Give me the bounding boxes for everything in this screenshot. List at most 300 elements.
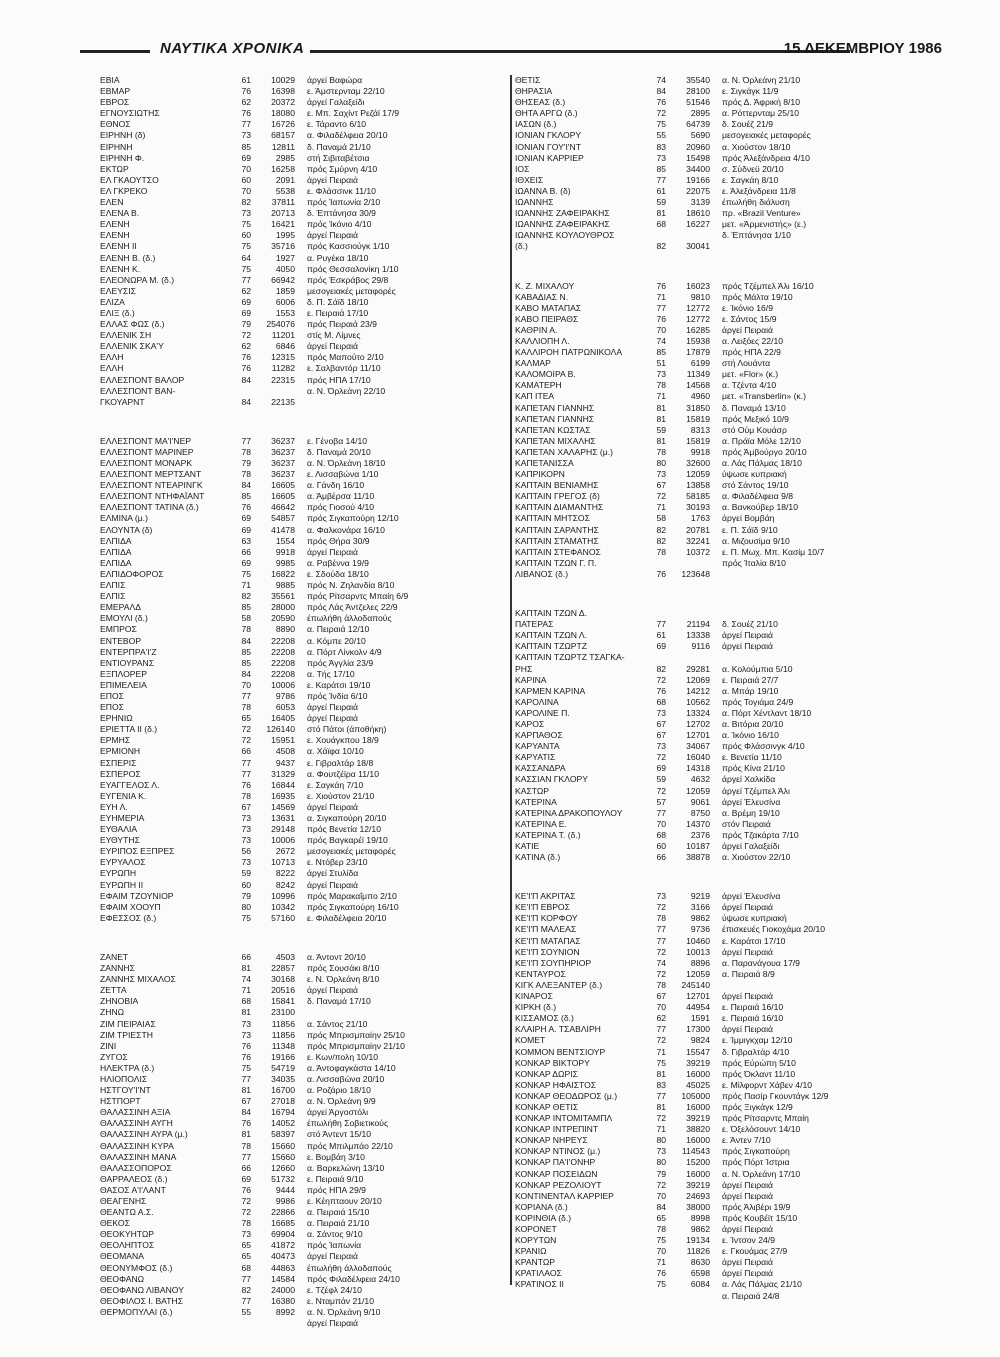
ship-row	[515, 1279, 915, 1290]
ship-name: ΕΙΡΗΝΗ	[100, 141, 133, 152]
position: α. Βιτόρια 20/10	[722, 718, 784, 729]
tonnage: 14569	[271, 801, 295, 812]
ship-row	[100, 397, 500, 408]
position: ε. Γένοβα 14/10	[307, 435, 368, 446]
tonnage: 24000	[271, 1284, 295, 1295]
ship-name: ΕΛΠΙΣ	[100, 591, 126, 602]
ship-name: ΚΑΠ ΙΤΕΑ	[515, 391, 555, 402]
ship-name: ΚΙΣΣΑΜΟΣ (δ.)	[515, 1013, 574, 1024]
tonnage: 13631	[271, 813, 295, 823]
ship-row	[100, 758, 500, 769]
build-year: 73	[241, 857, 251, 868]
ship-row	[515, 380, 915, 391]
build-year: 60	[656, 841, 666, 851]
ship-name: ΕΛΠΙΣ	[100, 580, 126, 591]
tonnage: 9736	[690, 924, 710, 935]
position: α. Πειραιά 8/9	[722, 968, 775, 979]
tonnage: 39219	[686, 1113, 710, 1124]
ship-name: ΖΗΝΩ	[100, 1007, 125, 1018]
tonnage: 21194	[686, 619, 710, 630]
tonnage: 16000	[686, 1101, 710, 1112]
build-year: 68	[241, 1262, 251, 1273]
build-year: 75	[241, 219, 251, 230]
ship-row	[100, 1141, 500, 1152]
position: δ. Παναμά 13/10	[722, 402, 786, 413]
position: μεσογειακές μεταφορές	[307, 846, 396, 857]
ship-row	[100, 569, 500, 580]
ship-row	[100, 1096, 500, 1107]
ship-row	[100, 119, 500, 130]
build-year: 73	[241, 130, 251, 141]
ship-row	[100, 868, 500, 879]
ship-row	[100, 1163, 500, 1174]
ship-name: ΚΟΡΙΑΝΑ (δ.)	[515, 1201, 568, 1212]
ship-row	[515, 97, 915, 108]
build-year: 79	[241, 458, 251, 468]
ship-name: ΘΕΑΝΤΩ Α.Σ.	[100, 1207, 154, 1218]
build-year: 65	[241, 713, 251, 724]
ship-name: ΘΑΛΑΣΣΙΝΗ ΚΥΡΑ	[100, 1140, 174, 1151]
ship-name: ΙΟΝΙΑΝ ΚΑΡΡΙΕΡ	[515, 152, 584, 163]
tonnage: 30193	[686, 502, 710, 513]
tonnage: 68157	[271, 130, 295, 141]
build-year: 82	[241, 197, 251, 208]
build-year: 69	[241, 513, 251, 524]
build-year: 73	[241, 208, 251, 219]
ship-name: ΚΑΠΤΑΙΝ ΣΑΡΑΝΤΗΣ	[515, 524, 599, 535]
ship-name: ΖΙΜ ΠΕΙΡΑΙΑΣ	[100, 1018, 156, 1029]
build-year: 75	[241, 568, 251, 579]
tonnage: 10006	[271, 835, 295, 846]
position: α. Ρυγέκα 18/10	[307, 252, 369, 263]
ship-row	[100, 1041, 500, 1052]
ship-name: ΙΩΑΝΝΑ Β. (δ)	[515, 185, 571, 196]
build-year: 51	[656, 358, 666, 369]
tonnage: 35540	[686, 75, 710, 85]
build-year: 81	[656, 413, 666, 424]
ship-name: ΚΑΠΤΑΙΝ ΤΖΩΝ Γ. Π.	[515, 557, 597, 568]
ship-row	[515, 630, 915, 641]
ship-name: ΕΛΛΕΣΠΟΝΤ ΒΑΝ-	[100, 385, 176, 396]
ship-name: ΕΛ ΓΚΡΕΚΟ	[100, 185, 148, 196]
build-year: 76	[241, 86, 251, 97]
ship-row	[515, 153, 915, 164]
tonnage: 16822	[271, 568, 295, 579]
position: πρ. «Brazil Venture»	[722, 208, 801, 219]
header-rule-middle	[310, 50, 850, 53]
ship-name: ΕΛΕΝΗ Κ.	[100, 263, 141, 274]
tonnage: 16227	[686, 219, 710, 230]
build-year: 77	[241, 1073, 251, 1084]
ship-list-block	[515, 281, 915, 581]
tonnage: 22208	[271, 668, 295, 679]
build-year: 69	[656, 763, 666, 774]
tonnage: 51732	[271, 1173, 295, 1184]
ship-name: ΕΛΕΥΣΙΣ	[100, 285, 136, 296]
tonnage: 10029	[271, 75, 295, 85]
position: α. Σάντος 9/10	[307, 1229, 363, 1240]
tonnage: 105000	[681, 1090, 710, 1101]
ship-name: ΚΟΜΜΟΝ ΒΕΝΤΣΙΟΥΡ	[515, 1046, 606, 1057]
ship-row	[100, 1285, 500, 1296]
ship-name: ΚΑΤΕΡΙΝΑ Ε.	[515, 818, 567, 829]
tonnage: 15938	[686, 335, 710, 346]
build-year: 58	[241, 613, 251, 624]
build-year: 72	[241, 735, 251, 746]
position: ε. Π. Μωχ. Μπ. Κασίμ 10/7	[722, 546, 825, 557]
build-year: 60	[241, 174, 251, 185]
build-year: 73	[241, 835, 251, 846]
position: α. Παρανάγουα 17/9	[722, 957, 800, 968]
tonnage: 5538	[275, 185, 295, 196]
ship-row	[515, 558, 915, 569]
ship-name: ΚΑΠΕΤΑΝ ΓΙΑΝΝΗΣ	[515, 402, 595, 413]
ship-name: ΚΑΡΟΛΙΝΑ	[515, 696, 559, 707]
build-year: 69	[656, 641, 666, 652]
build-year: 71	[241, 985, 251, 996]
tonnage: 22857	[271, 963, 295, 974]
right-column	[515, 75, 915, 1330]
ship-row	[515, 108, 915, 119]
ship-name: ΕΛΛΕΣΠΟΝΤ ΜΟΝΑΡΚ	[100, 458, 193, 468]
position: ε. Τάραντο 6/10	[307, 119, 367, 130]
ship-name: ΘΕΟΦΑΝΩ ΛΙΒΑΝΟΥ	[100, 1284, 184, 1295]
tonnage: 31329	[271, 768, 295, 779]
ship-name: ΚΟΡΟΝΕΤ	[515, 1224, 557, 1234]
ship-name: ΙΩΑΝΝΗΣ	[515, 197, 554, 208]
ship-name: ΚΑΣΣΑΝΔΡΑ	[515, 763, 566, 774]
ship-name: ΖΑΝΝΗΣ	[100, 963, 135, 974]
ship-row	[515, 619, 915, 630]
ship-row	[515, 1002, 915, 1013]
position: ύψωσε κυπριακή	[722, 469, 787, 480]
position: α. Λισσαβώνα 20/10	[307, 1073, 385, 1084]
ship-name: Κ. Ζ. ΜΙΧΑΛΟΥ	[515, 280, 575, 291]
ship-name: ΗΛΙΟΠΟΛΙΣ	[100, 1073, 148, 1084]
ship-row	[515, 1224, 915, 1235]
build-year: 73	[241, 1018, 251, 1029]
build-year: 72	[241, 1207, 251, 1218]
ship-name: ΚΑΡΟΛΙΝΕ Π.	[515, 707, 570, 718]
position: στό Ούμ Κουάσρ	[722, 424, 787, 435]
build-year: 79	[241, 890, 251, 901]
build-year: 77	[656, 619, 666, 630]
ship-row	[100, 735, 500, 746]
ship-name: ΚΟΝΤΙΝΕΝΤΑΛ ΚΑΡΡΙΕΡ	[515, 1190, 614, 1201]
build-year: 67	[241, 801, 251, 812]
ship-row	[100, 769, 500, 780]
tonnage: 19166	[271, 1051, 295, 1062]
ship-row	[100, 286, 500, 297]
ship-name: ΕΛ ΓΚΑΟΥΤΣΟ	[100, 174, 159, 185]
ship-name: ΘΗΡΑΣΙΑ	[515, 86, 553, 97]
position: ε. Όξελόσουντ 14/10	[722, 1124, 801, 1135]
ship-row	[515, 1202, 915, 1213]
ship-name: ΚΙΓΚ ΑΛΕΞΑΝΤΕΡ (δ.)	[515, 979, 603, 990]
tonnage: 1591	[690, 1013, 710, 1024]
tonnage: 8242	[275, 879, 295, 890]
build-year: 65	[241, 1251, 251, 1262]
build-year: 85	[241, 657, 251, 668]
build-year: 82	[241, 591, 251, 602]
build-year: 76	[241, 352, 251, 363]
ship-name: ΚΑΠΤΑΙΝ ΜΗΤΣΟΣ	[515, 513, 590, 524]
tonnage: 16421	[271, 219, 295, 230]
ship-row	[515, 1035, 915, 1046]
position: άργεί Πειραιά	[307, 985, 358, 996]
build-year: 77	[241, 274, 251, 285]
tonnage: 6598	[690, 1268, 710, 1279]
ship-name: ΚΑΠΡΙΚΟΡΝ	[515, 469, 565, 480]
build-year: 55	[656, 130, 666, 141]
tonnage: 8992	[275, 1306, 295, 1317]
ship-row	[100, 130, 500, 141]
position: δ. Έπτάνησα 1/10	[722, 230, 791, 241]
build-year	[650, 558, 666, 569]
build-year: 76	[241, 1051, 251, 1062]
position	[718, 980, 902, 991]
ship-row	[515, 119, 915, 130]
position: ε. Νταμπάν 21/10	[307, 1295, 374, 1306]
position: άργεί Πειραιά	[722, 1257, 773, 1268]
position: α. Πόρτ Χέντλαντ 18/10	[722, 707, 812, 718]
position: πρός Άλιβέρι 19/9	[722, 1201, 791, 1212]
tonnage: 39219	[686, 1179, 710, 1190]
ship-row	[515, 292, 915, 303]
tonnage: 38878	[686, 852, 710, 863]
build-year: 84	[241, 396, 251, 407]
ship-row	[100, 513, 500, 524]
ship-name: ΘΕΟΚΥΗΤΩΡ	[100, 1229, 155, 1240]
ship-name: ΘΕΟΝΥΜΦΟΣ (δ.)	[100, 1262, 173, 1273]
position: πρός Μπιλμπάο 22/10	[307, 1140, 393, 1151]
ship-row	[515, 1268, 915, 1279]
tonnage: 20372	[271, 97, 295, 108]
tonnage: 2672	[275, 846, 295, 857]
tonnage: 34067	[686, 741, 710, 752]
ship-row	[515, 830, 915, 841]
position: άργεί Πειραιά	[722, 1024, 773, 1035]
ship-name: ΗΣΤΠΟΡΤ	[100, 1096, 141, 1107]
ship-name: ΕΛΙΖΑ	[100, 296, 125, 307]
tonnage: 10342	[271, 901, 295, 912]
build-year: 78	[241, 1218, 251, 1229]
ship-row	[100, 891, 500, 902]
build-year: 66	[241, 951, 251, 962]
tonnage: 8630	[690, 1257, 710, 1268]
ship-name: ΚΑΣΤΩΡ	[515, 785, 550, 796]
ship-row	[100, 1052, 500, 1063]
tonnage: 1763	[690, 513, 710, 524]
position: πρός Σιγκαπούρη 16/10	[307, 901, 399, 912]
position: ε. Γκουάμας 27/9	[722, 1246, 788, 1257]
position: ε. Σαγκάη 8/10	[722, 174, 779, 185]
ship-name: ΘΑΡΡΑΛΕΟΣ (δ.)	[100, 1173, 168, 1184]
build-year: 75	[656, 1279, 666, 1290]
ship-name: ΚΟΝΚΑΡ ΘΕΤΙΣ	[515, 1101, 579, 1112]
build-year: 77	[241, 1151, 251, 1162]
position: πρός Τογιάμα 24/9	[722, 696, 794, 707]
ship-name: ΚΕ'Ι'Π ΑΚΡΙΤΑΣ	[515, 891, 576, 902]
ship-row	[100, 1296, 500, 1307]
build-year: 72	[656, 946, 666, 957]
position: α. Πειραιά 12/10	[307, 624, 370, 635]
tonnage: 4960	[690, 391, 710, 402]
ship-row	[515, 447, 915, 458]
position: πρός Φλάσσινγκ 4/10	[722, 741, 805, 752]
ship-row	[100, 502, 500, 513]
tonnage: 11282	[271, 363, 295, 374]
tonnage: 69904	[271, 1229, 295, 1240]
build-year: 68	[656, 829, 666, 840]
build-year: 75	[656, 1235, 666, 1246]
build-year: 72	[656, 491, 666, 502]
ship-name: ΕΥΑΓΓΕΛΟΣ Λ.	[100, 779, 160, 790]
build-year: 77	[241, 768, 251, 779]
position: πρός Λάς Άντζελες 22/9	[307, 602, 398, 613]
ship-name: ΕΛΟΥΝΤΑ (δ)	[100, 524, 153, 535]
ship-name: ΕΒΙΑ	[100, 75, 120, 85]
ship-name: ΚΑΠΕΤΑΝΙΣΣΑ	[515, 458, 574, 468]
ship-name: ΙΟΣ	[515, 163, 530, 174]
ship-row	[515, 197, 915, 208]
ship-list-block	[515, 608, 915, 863]
position: ε. Καράτσι 17/10	[722, 935, 786, 946]
build-year	[650, 652, 666, 663]
build-year	[235, 1318, 251, 1329]
build-year: 55	[241, 1306, 251, 1317]
ship-name: ΘΑΛΑΣΣΙΝΗ ΜΑΝΑ	[100, 1151, 177, 1162]
tonnage: 14568	[686, 380, 710, 391]
tonnage: 13324	[686, 707, 710, 718]
tonnage: 11856	[271, 1018, 295, 1029]
position: πρός Σιγκαπούρη 12/10	[307, 513, 399, 524]
ship-row	[515, 241, 915, 252]
ship-row	[515, 525, 915, 536]
tonnage: 4050	[275, 263, 295, 274]
position: άργεί Πειραιά	[722, 991, 773, 1002]
tonnage: 18080	[271, 108, 295, 119]
build-year: 73	[656, 891, 666, 902]
build-year: 78	[656, 446, 666, 457]
position: πρός Φιλαδέλφεια 24/10	[307, 1273, 400, 1284]
build-year: 59	[656, 197, 666, 208]
position: άργεί Έλευσίνα	[722, 796, 781, 807]
build-year: 84	[241, 374, 251, 385]
ship-row	[100, 319, 500, 330]
ship-row	[515, 436, 915, 447]
build-year	[235, 386, 251, 397]
ship-name: ΚΑΒΟ ΜΑΤΑΠΑΣ	[515, 302, 582, 313]
ship-name: ΙΩΑΝΝΗΣ ΚΟΥΛΟΥΘΡΟΣ	[515, 230, 615, 241]
ship-row	[515, 936, 915, 947]
tonnage: 9862	[690, 913, 710, 924]
build-year: 72	[656, 674, 666, 685]
build-year: 85	[241, 491, 251, 502]
tonnage: 28000	[271, 602, 295, 613]
tonnage: 126140	[266, 724, 295, 735]
position: ε. Λισσαβώνα 1/10	[307, 469, 379, 480]
position: δ. Παναμά 20/10	[307, 446, 371, 457]
ship-row	[515, 980, 915, 991]
tonnage: 1859	[275, 285, 295, 296]
ship-row	[100, 669, 500, 680]
position	[718, 241, 902, 252]
tonnage: 9444	[275, 1184, 295, 1195]
build-year: 78	[241, 702, 251, 713]
ship-row	[515, 358, 915, 369]
ship-row	[515, 808, 915, 819]
ship-name: ΕΣΠΕΡΟΣ	[100, 768, 141, 779]
tonnage: 9061	[690, 796, 710, 807]
position: ε. Άμστερνταμ 22/10	[307, 86, 385, 97]
position: α. Πόρτ Λίνκολν 4/9	[307, 646, 382, 657]
ship-row	[515, 414, 915, 425]
ship-row	[515, 969, 915, 980]
tonnage: 36237	[271, 458, 295, 468]
build-year: 77	[656, 935, 666, 946]
position: ε. Βομβάη 3/10	[307, 1151, 365, 1162]
tonnage: 35716	[271, 241, 295, 252]
ship-row	[515, 1191, 915, 1202]
ship-name: ΕΛΠΙΔΑ	[100, 535, 132, 546]
position: πρός Εύρώπη 5/10	[722, 1057, 796, 1068]
build-year: 81	[656, 402, 666, 413]
ship-name: ΚΛΑΙΡΗ Α. ΤΣΑΒΛΙΡΗ	[515, 1024, 601, 1035]
ship-row	[100, 536, 500, 547]
position	[718, 569, 902, 580]
ship-row	[100, 974, 500, 985]
build-year: 68	[656, 219, 666, 230]
ship-row	[515, 469, 915, 480]
position: πρός Άγγλία 23/9	[307, 657, 374, 668]
tonnage: 2376	[690, 829, 710, 840]
position: πρός Γιοσού 4/10	[307, 502, 375, 513]
tonnage: 22866	[271, 1207, 295, 1218]
ship-row	[515, 686, 915, 697]
tonnage: 10996	[271, 890, 295, 901]
position: α. Λάς Πάλμας 21/10	[722, 1279, 802, 1290]
ship-row	[515, 652, 915, 663]
build-year: 67	[656, 991, 666, 1002]
build-year: 83	[656, 141, 666, 152]
ship-name: ΚΟΝΚΑΡ ΙΝΤΟΜΙΤΑΜΠΛ	[515, 1113, 613, 1124]
tonnage: 1995	[275, 230, 295, 241]
ship-name: ΘΕΚΟΣ	[100, 1218, 130, 1229]
ship-name: ΚΟΝΚΑΡ ΙΝΤΡΕΠΙΝΤ	[515, 1124, 599, 1135]
tonnage: 12059	[686, 968, 710, 979]
build-year: 81	[241, 963, 251, 974]
ship-row	[100, 1063, 500, 1074]
build-year: 76	[656, 568, 666, 579]
ship-name: ΛΙΒΑΝΟΣ (δ.)	[515, 568, 569, 579]
tonnage: 4503	[275, 951, 295, 962]
tonnage: 14052	[271, 1118, 295, 1129]
tonnage: 16700	[271, 1085, 295, 1096]
ship-name: ΚΟΝΚΑΡ ΔΩΡΙΣ	[515, 1068, 578, 1079]
ship-row	[100, 330, 500, 341]
ship-name: ΕΞΠΛΟΡΕΡ	[100, 668, 147, 679]
ship-row	[100, 647, 500, 658]
ship-name: ΕΛΛΕΝΙΚ ΣΗ	[100, 330, 152, 341]
position: ε. Φιλαδέλφεια 20/10	[307, 912, 387, 923]
build-year: 74	[656, 335, 666, 346]
ship-row	[100, 1318, 500, 1329]
ship-name: ΙΑΣΩΝ (δ.)	[515, 119, 557, 130]
tonnage	[666, 558, 718, 569]
ship-name: ΚΙΡΚΗ (δ.)	[515, 1002, 557, 1013]
tonnage: 8222	[275, 868, 295, 879]
